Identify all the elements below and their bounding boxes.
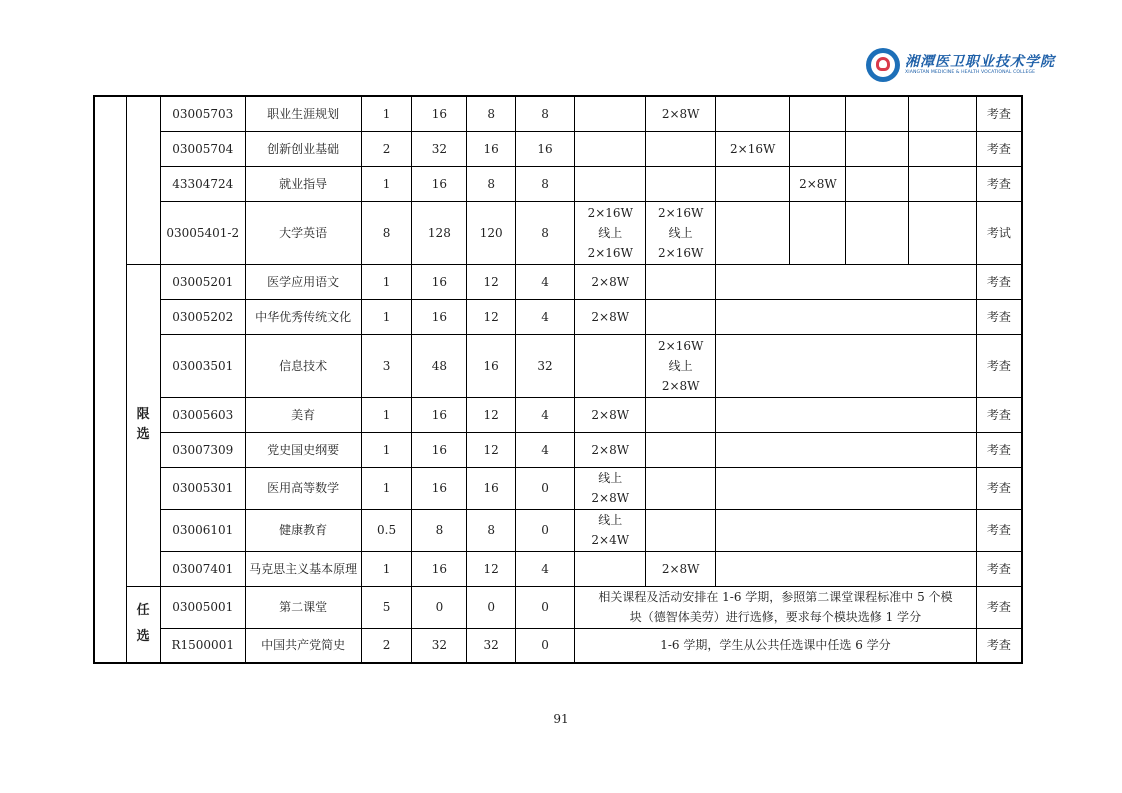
credits: 1 xyxy=(361,166,412,201)
semester-hours: 2×8W xyxy=(575,264,646,299)
semester-hours xyxy=(790,131,846,166)
practice-hours: 0 xyxy=(516,509,575,551)
practice-hours: 16 xyxy=(516,131,575,166)
semester-hours xyxy=(715,334,976,397)
course-name: 中华优秀传统文化 xyxy=(245,299,361,334)
course-name: 医学应用语文 xyxy=(245,264,361,299)
cell-line: 1-6 学期，学生从公共任选课中任选 6 学分 xyxy=(660,638,891,653)
practice-hours: 32 xyxy=(516,334,575,397)
cell-line: 限 xyxy=(136,407,150,422)
semester-hours xyxy=(715,467,976,509)
semester-hours xyxy=(575,467,646,509)
cell-line: 线上 xyxy=(598,513,623,527)
course-name: 健康教育 xyxy=(245,509,361,551)
subcategory-cell xyxy=(126,96,160,264)
page-number: 91 xyxy=(553,712,569,726)
assessment-type: 考试 xyxy=(976,201,1022,264)
credits: 1 xyxy=(361,551,412,586)
free-elective-label xyxy=(126,586,160,663)
semester-hours xyxy=(646,201,715,264)
course-table xyxy=(93,95,1023,664)
arrangement-note xyxy=(575,586,977,628)
course-code: 03006101 xyxy=(160,509,245,551)
course-code: 03005703 xyxy=(160,96,245,131)
semester-hours: 2×8W xyxy=(575,397,646,432)
assessment-type: 考查 xyxy=(976,166,1022,201)
semester-hours xyxy=(846,131,908,166)
assessment-type: 考查 xyxy=(976,551,1022,586)
practice-hours: 8 xyxy=(516,96,575,131)
total-hours: 16 xyxy=(412,551,467,586)
cell-line: 相关课程及活动安排在 1-6 学期，参照第二课堂课程标准中 5 个模 xyxy=(598,590,953,604)
practice-hours: 4 xyxy=(516,551,575,586)
credits: 0.5 xyxy=(361,509,412,551)
course-name: 医用高等数学 xyxy=(245,467,361,509)
table-row xyxy=(94,201,1022,264)
total-hours: 16 xyxy=(412,467,467,509)
course-name: 第二课堂 xyxy=(245,586,361,628)
table-row xyxy=(94,628,1022,663)
theory-hours: 12 xyxy=(467,397,516,432)
semester-hours: 2×8W xyxy=(646,96,715,131)
semester-hours xyxy=(908,131,976,166)
cell-line: 任 xyxy=(136,603,150,619)
cell-line: 选 xyxy=(136,427,150,442)
college-logo xyxy=(866,44,1055,86)
table-row xyxy=(94,432,1022,467)
semester-hours xyxy=(646,264,715,299)
theory-hours: 16 xyxy=(467,131,516,166)
course-name: 马克思主义基本原理 xyxy=(245,551,361,586)
semester-hours xyxy=(646,509,715,551)
theory-hours: 16 xyxy=(467,334,516,397)
course-code: 03005401-2 xyxy=(160,201,245,264)
total-hours: 16 xyxy=(412,166,467,201)
semester-hours xyxy=(715,96,790,131)
semester-hours xyxy=(646,131,715,166)
course-name: 创新创业基础 xyxy=(245,131,361,166)
total-hours: 48 xyxy=(412,334,467,397)
semester-hours xyxy=(575,166,646,201)
semester-hours: 2×8W xyxy=(646,551,715,586)
course-code: 03005603 xyxy=(160,397,245,432)
course-name: 美育 xyxy=(245,397,361,432)
semester-hours xyxy=(646,334,715,397)
theory-hours: 8 xyxy=(467,509,516,551)
total-hours: 16 xyxy=(412,96,467,131)
cell-line: 2×16W xyxy=(587,245,633,260)
semester-hours xyxy=(846,166,908,201)
course-code: 43304724 xyxy=(160,166,245,201)
course-code: 03003501 xyxy=(160,334,245,397)
credits: 8 xyxy=(361,201,412,264)
course-code: 03005001 xyxy=(160,586,245,628)
cell-line: 2×16W xyxy=(658,245,704,260)
credits: 1 xyxy=(361,467,412,509)
semester-hours xyxy=(646,299,715,334)
cell-line: 2×8W xyxy=(591,491,630,505)
assessment-type: 考查 xyxy=(976,131,1022,166)
semester-hours xyxy=(646,397,715,432)
semester-hours xyxy=(908,96,976,131)
theory-hours: 8 xyxy=(467,96,516,131)
cell-line: 线上 xyxy=(598,225,623,240)
table-row xyxy=(94,166,1022,201)
course-code: 03007401 xyxy=(160,551,245,586)
table-row xyxy=(94,131,1022,166)
semester-hours xyxy=(575,334,646,397)
semester-hours xyxy=(646,432,715,467)
semester-hours xyxy=(575,509,646,551)
practice-hours: 4 xyxy=(516,264,575,299)
course-code: 03005201 xyxy=(160,264,245,299)
college-name xyxy=(905,55,1055,75)
college-name-en: XIANGTAN MEDICINE & HEALTH VOCATIONAL COLLEGE xyxy=(905,70,1036,76)
arrangement-note xyxy=(575,628,977,663)
semester-hours xyxy=(908,166,976,201)
semester-hours: 2×8W xyxy=(790,166,846,201)
semester-hours xyxy=(908,201,976,264)
theory-hours: 12 xyxy=(467,551,516,586)
semester-hours xyxy=(715,551,976,586)
category-cell xyxy=(94,96,126,663)
cell-line: 2×16W xyxy=(658,205,704,220)
credits: 2 xyxy=(361,131,412,166)
semester-hours xyxy=(790,96,846,131)
course-code: 03005301 xyxy=(160,467,245,509)
semester-hours: 2×16W xyxy=(715,131,790,166)
table-row xyxy=(94,509,1022,551)
assessment-type: 考查 xyxy=(976,586,1022,628)
semester-hours xyxy=(575,551,646,586)
semester-hours xyxy=(715,299,976,334)
semester-hours xyxy=(646,467,715,509)
assessment-type: 考查 xyxy=(976,509,1022,551)
cell-line: 选 xyxy=(136,629,150,645)
semester-hours xyxy=(715,432,976,467)
course-code: 03007309 xyxy=(160,432,245,467)
assessment-type: 考查 xyxy=(976,96,1022,131)
college-name-cn: 湘潭医卫职业技术学院 xyxy=(905,53,1055,70)
theory-hours: 120 xyxy=(467,201,516,264)
credits: 5 xyxy=(361,586,412,628)
cell-line: 2×8W xyxy=(661,378,700,393)
assessment-type: 考查 xyxy=(976,299,1022,334)
course-name: 大学英语 xyxy=(245,201,361,264)
course-name: 就业指导 xyxy=(245,166,361,201)
course-code: 03005704 xyxy=(160,131,245,166)
assessment-type: 考查 xyxy=(976,628,1022,663)
total-hours: 32 xyxy=(412,628,467,663)
credits: 3 xyxy=(361,334,412,397)
course-name: 信息技术 xyxy=(245,334,361,397)
course-name: 党史国史纲要 xyxy=(245,432,361,467)
course-code: R1500001 xyxy=(160,628,245,663)
table-row xyxy=(94,467,1022,509)
semester-hours xyxy=(715,397,976,432)
practice-hours: 8 xyxy=(516,201,575,264)
table-row xyxy=(94,264,1022,299)
course-name: 职业生涯规划 xyxy=(245,96,361,131)
semester-hours xyxy=(646,166,715,201)
theory-hours: 16 xyxy=(467,467,516,509)
table-row xyxy=(94,96,1022,131)
credits: 1 xyxy=(361,432,412,467)
total-hours: 8 xyxy=(412,509,467,551)
assessment-type: 考查 xyxy=(976,432,1022,467)
practice-hours: 4 xyxy=(516,397,575,432)
credits: 2 xyxy=(361,628,412,663)
semester-hours xyxy=(846,201,908,264)
practice-hours: 0 xyxy=(516,586,575,628)
semester-hours xyxy=(790,201,846,264)
credits: 1 xyxy=(361,264,412,299)
cell-line: 线上 xyxy=(668,225,693,240)
theory-hours: 0 xyxy=(467,586,516,628)
assessment-type: 考查 xyxy=(976,397,1022,432)
theory-hours: 12 xyxy=(467,299,516,334)
table-row xyxy=(94,551,1022,586)
course-name: 中国共产党简史 xyxy=(245,628,361,663)
practice-hours: 0 xyxy=(516,628,575,663)
cell-line: 线上 xyxy=(668,358,693,373)
table-row xyxy=(94,586,1022,628)
total-hours: 32 xyxy=(412,131,467,166)
semester-hours xyxy=(715,264,976,299)
total-hours: 16 xyxy=(412,397,467,432)
total-hours: 0 xyxy=(412,586,467,628)
college-emblem-icon xyxy=(866,48,900,82)
semester-hours xyxy=(715,509,976,551)
limited-elective-label xyxy=(126,264,160,586)
assessment-type: 考查 xyxy=(976,264,1022,299)
cell-line: 块（德智体美劳）进行选修，要求每个模块选修 1 学分 xyxy=(629,610,922,624)
table-row xyxy=(94,334,1022,397)
theory-hours: 12 xyxy=(467,264,516,299)
credits: 1 xyxy=(361,397,412,432)
semester-hours xyxy=(715,201,790,264)
practice-hours: 8 xyxy=(516,166,575,201)
cell-line: 线上 xyxy=(598,471,623,485)
semester-hours xyxy=(846,96,908,131)
total-hours: 16 xyxy=(412,299,467,334)
semester-hours: 2×8W xyxy=(575,432,646,467)
semester-hours xyxy=(575,131,646,166)
credits: 1 xyxy=(361,96,412,131)
cell-line: 2×4W xyxy=(591,533,630,547)
practice-hours: 4 xyxy=(516,299,575,334)
practice-hours: 0 xyxy=(516,467,575,509)
practice-hours: 4 xyxy=(516,432,575,467)
theory-hours: 12 xyxy=(467,432,516,467)
total-hours: 16 xyxy=(412,264,467,299)
total-hours: 128 xyxy=(412,201,467,264)
assessment-type: 考查 xyxy=(976,467,1022,509)
semester-hours xyxy=(715,166,790,201)
cell-line: 2×16W xyxy=(658,338,704,353)
assessment-type: 考查 xyxy=(976,334,1022,397)
semester-hours xyxy=(575,201,646,264)
table-row xyxy=(94,397,1022,432)
semester-hours xyxy=(575,96,646,131)
credits: 1 xyxy=(361,299,412,334)
cell-line: 2×16W xyxy=(587,205,633,220)
theory-hours: 32 xyxy=(467,628,516,663)
course-code: 03005202 xyxy=(160,299,245,334)
semester-hours: 2×8W xyxy=(575,299,646,334)
total-hours: 16 xyxy=(412,432,467,467)
theory-hours: 8 xyxy=(467,166,516,201)
table-row xyxy=(94,299,1022,334)
